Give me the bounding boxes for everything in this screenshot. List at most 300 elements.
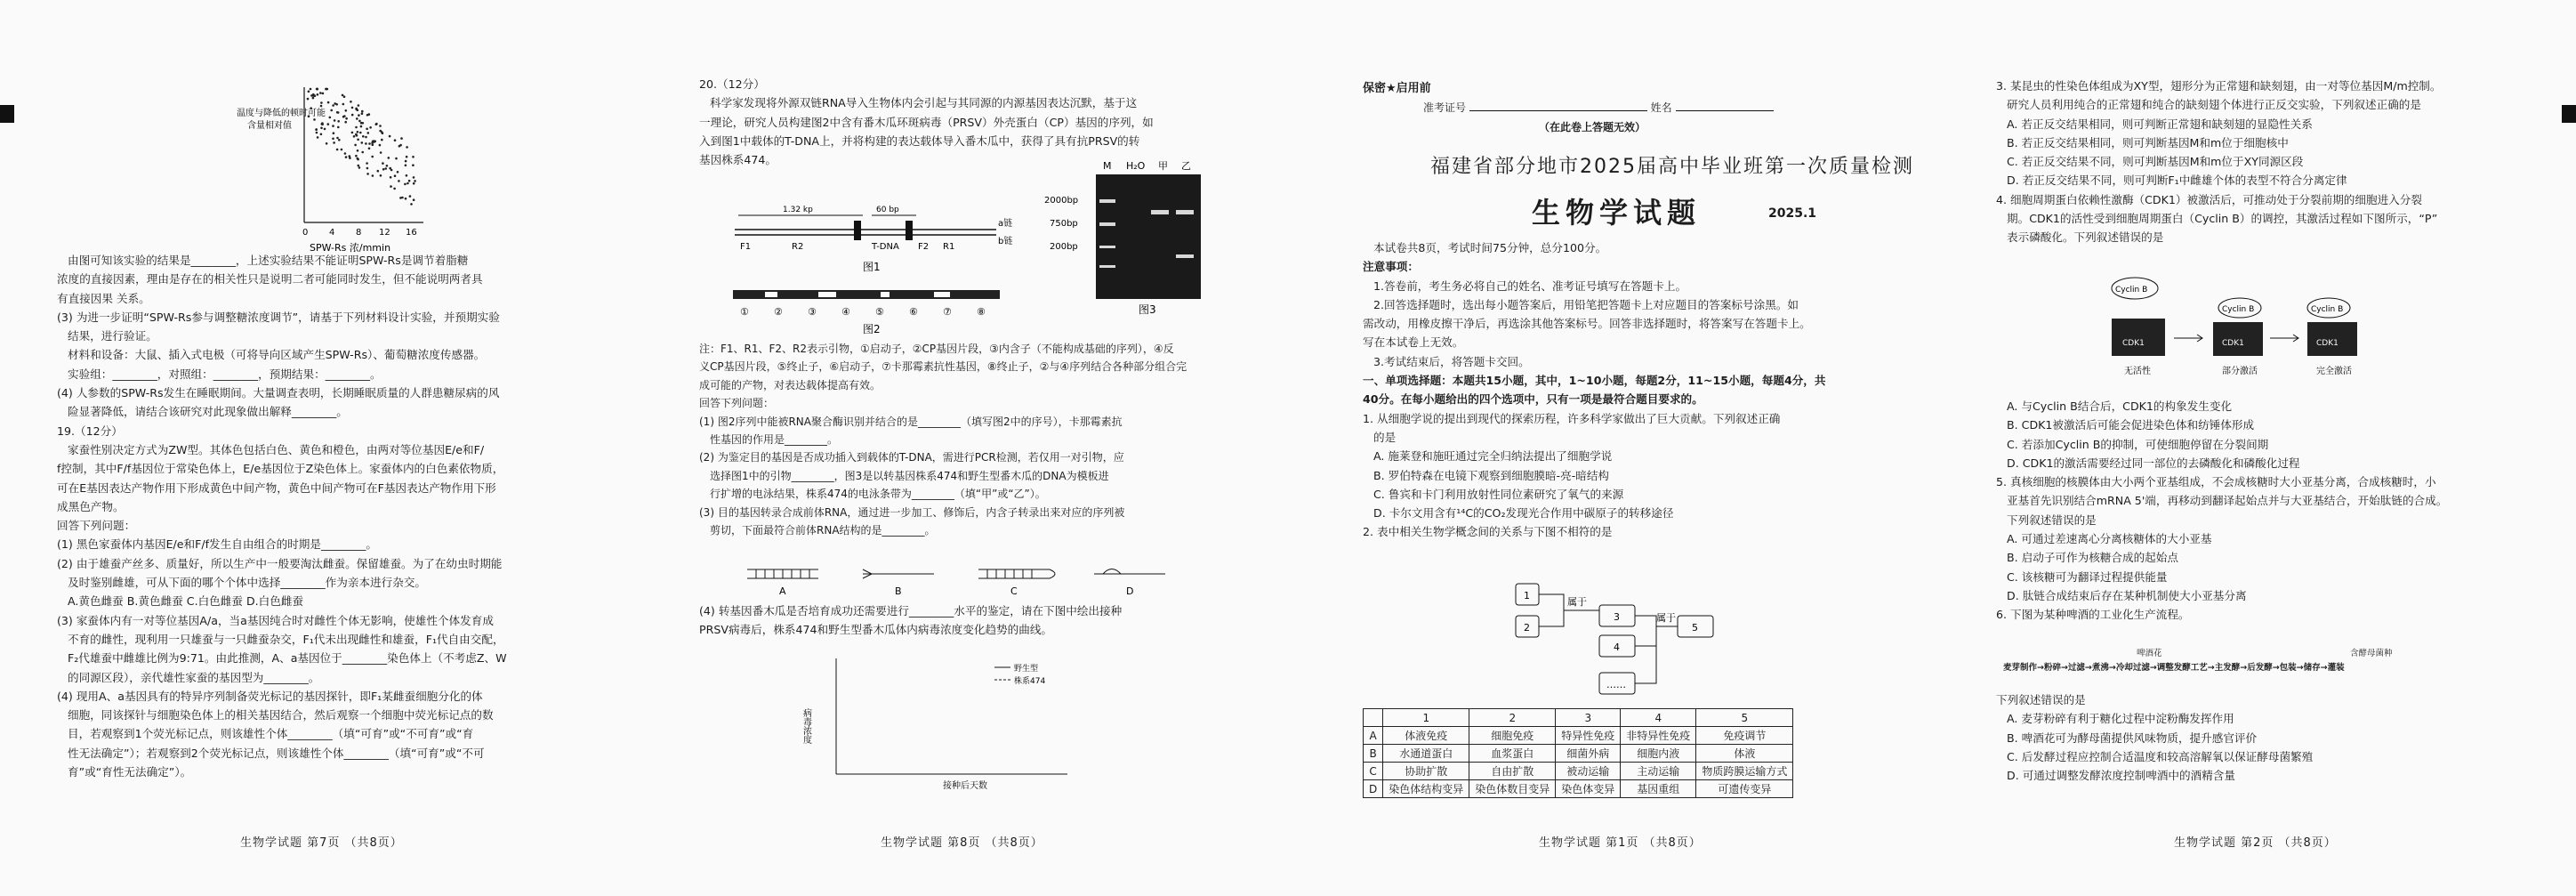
page8-top-text	[699, 75, 1233, 169]
table-cell: 3	[1556, 709, 1621, 727]
scatter-point	[412, 164, 415, 166]
table-row	[1364, 745, 1793, 763]
cdk1-label: CDK1	[2222, 339, 2244, 348]
scatter-point	[351, 132, 354, 134]
table-cell	[1364, 709, 1383, 727]
text-line: (1) 黑色家蚕体内基因E/e和F/f发生自由组合的时期是________。	[57, 537, 377, 552]
scatter-point	[404, 183, 407, 186]
beer-flow	[2003, 646, 2537, 673]
gel-image	[1041, 157, 1219, 317]
box-label: 3	[1614, 611, 1620, 623]
page8-q4	[699, 601, 1251, 640]
fig3-label: 图3	[1139, 303, 1156, 316]
scatter-point	[345, 117, 348, 120]
option-line: D. 卡尔文用含有¹⁴C的CO₂发现光合作用中碳原子的转移途径	[1373, 506, 1674, 521]
page2-q6	[1996, 690, 2548, 785]
scatter-point	[377, 170, 380, 173]
scatter-point	[379, 144, 382, 147]
scatter-point	[312, 93, 315, 96]
option-line: B. CDK1被激活后可能会促进染色体和纺锤体形成	[2007, 418, 2255, 432]
scatter-point	[320, 105, 323, 108]
scatter-point	[337, 111, 340, 114]
page2-q3	[1996, 77, 2548, 247]
fig1-label: 图1	[863, 261, 881, 273]
subject-title: 生物学试题	[1532, 196, 1702, 230]
table-cell: 细菌外病	[1556, 745, 1621, 763]
scatter-point	[333, 141, 335, 144]
rna-options	[738, 559, 1201, 598]
stage-label: 完全激活	[2316, 367, 2352, 376]
page1-text	[1363, 238, 1914, 542]
table-cell: 5	[1696, 709, 1793, 727]
scatter-point	[366, 162, 368, 165]
scatter-point	[312, 97, 315, 100]
page7-footer: 生物学试题 第7页 （共8页）	[240, 836, 403, 850]
box-label: 4	[1614, 642, 1620, 653]
scatter-point	[327, 123, 330, 125]
table-cell: 物质跨膜运输方式	[1696, 763, 1793, 780]
scatter-point	[382, 162, 384, 165]
segment-number: ①	[740, 306, 749, 318]
scatter-point	[360, 122, 363, 125]
option-line: D. CDK1的激活需要经过同一部位的去磷酸化和磷酸化过程	[2007, 456, 2300, 470]
scatter-point	[324, 128, 326, 131]
scatter-point	[355, 108, 358, 110]
scatter-point	[357, 139, 359, 141]
text-line: (4) 人参数的SPW-Rs发生在睡眠期间。大量调查表明，长期睡眠质量的人群患糖尿病的风	[57, 386, 500, 400]
option-line: A. 麦芽粉碎有利于糖化过程中淀粉酶发挥作用	[2007, 712, 2234, 726]
rna-label: D	[1126, 585, 1134, 597]
text-line: 育”或“育性无法确定”）。	[68, 765, 192, 779]
option-line: C. 该核糖可为翻译过程提供能量	[2007, 569, 2168, 584]
scatter-point	[407, 182, 409, 185]
scatter-point	[336, 137, 339, 140]
scatter-point	[342, 94, 344, 97]
a-chain: a链	[998, 219, 1013, 229]
table-cell: 可遗传变异	[1696, 780, 1793, 798]
scatter-point	[317, 93, 319, 96]
scatter-point	[358, 104, 360, 107]
text-line: 回答下列问题：	[699, 397, 775, 410]
scatter-point	[355, 155, 358, 157]
question-line: 下列叙述错误的是	[1996, 693, 2086, 706]
scatter-point	[344, 121, 347, 124]
question-line: 6. 下图为某种啤酒的工业化生产流程。	[1996, 608, 2190, 622]
scatter-point	[366, 167, 369, 170]
scatter-point	[316, 132, 318, 134]
table-row	[1364, 763, 1793, 780]
table-row	[1364, 727, 1793, 745]
scatter-point	[310, 88, 312, 91]
scatter-point	[410, 203, 413, 206]
scatter-figure	[229, 80, 434, 258]
question-line: 3. 某昆虫的性染色体组成为XY型，翅形分为正常翅和缺刻翅，由一对等位基因M/m控制。	[1996, 79, 2442, 93]
note-line: 义CP基因片段，⑤终止子，⑥启动子，⑦卡那霉素抗性基因，⑧终止子，②与④序列结合各种部分组合完	[699, 360, 1187, 374]
text-line: 结果，进行验证。	[68, 329, 157, 343]
flow-chain: 麦芽制作→粉碎→过滤→煮沸→冷却过滤→调整发酵工艺→主发酵→后发酵→包装→储存→灌装	[2003, 663, 2345, 673]
question-line: 5. 真核细胞的核膜体由大小两个亚基组成，不会成核糖时大小亚基分离，合成核糖时，小	[1996, 475, 2436, 489]
flow-top-label: 啤酒花	[2137, 649, 2162, 658]
scatter-point	[351, 114, 354, 117]
scatter-point	[389, 167, 391, 170]
text-line: f控制，其中F/f基因位于常染色体上，E/e基因位于Z染色体上。家蚕体内的白色素依物质，	[57, 462, 504, 476]
scatter-xlabel: SPW-Rs 浓/mmin	[310, 242, 391, 254]
rule-line: 1.答卷前，考生务必将自己的姓名、准考证号填写在答题卡上。	[1373, 278, 1687, 293]
scatter-point	[357, 149, 359, 152]
scatter-point	[395, 157, 398, 160]
option-line: D. 若正反交结果不同，则可判断F₁中雌雄个体的表型不符合分离定律	[2007, 174, 2347, 188]
scatter-point	[413, 182, 415, 185]
scatter-point	[330, 109, 333, 112]
table-cell: 细胞免疫	[1469, 727, 1556, 745]
scatter-point	[397, 171, 399, 174]
scatter-point	[317, 88, 319, 91]
scatter-point	[381, 139, 383, 141]
xtick: 8	[356, 228, 362, 238]
xtick: 12	[379, 228, 390, 238]
box-label: ……	[1606, 679, 1626, 690]
scatter-point	[358, 120, 361, 123]
scatter-point	[355, 133, 358, 136]
scatter-point	[354, 144, 357, 147]
page2-q4-q6	[1996, 397, 2548, 625]
scatter-point	[375, 123, 378, 125]
scatter-point	[409, 195, 412, 198]
right-sheet	[1288, 0, 2576, 896]
question-number: 20.（12分）	[699, 77, 765, 91]
text-line: (3) 为进一步证明“SPW-Rs参与调整糖浓度调节”，请基于下列材料设计实验，并预期实验	[57, 310, 500, 324]
lane-label: 乙	[1181, 160, 1191, 172]
concept-boxes	[1510, 573, 1742, 699]
segment-number: ⑤	[875, 306, 884, 318]
scatter-point	[393, 188, 396, 190]
legend-item: 野生型	[1014, 665, 1039, 674]
scatter-point	[353, 135, 356, 138]
option-line: B. 啤酒花可为酵母菌提供风味物质，提升感官评价	[2007, 731, 2258, 745]
scatter-point	[367, 132, 370, 134]
scatter-point	[406, 174, 408, 177]
text-line: 行扩增的电泳结果，株系474的电泳条带为________（填“甲”或“乙”）。	[710, 488, 1046, 501]
scatter-point	[337, 120, 340, 123]
segment-number: ⑥	[909, 306, 918, 318]
scatter-point	[327, 101, 330, 104]
text-line: 有直接因果 关系。	[57, 291, 150, 305]
text-line: 目，若观察到1个荧光标记点，则该雄性个体________（填“可育”或“不可育”或“育	[68, 727, 474, 741]
graph-ylabel: 病毒浓度	[801, 708, 811, 744]
text-line: 细胞，同该探针与细胞染色体上的相关基因结合，然后观察一个细胞中荧光标记点的数	[68, 708, 494, 722]
scatter-point	[332, 125, 334, 127]
table-cell: 染色体结构变异	[1383, 780, 1469, 798]
text-line: 成黑色产物。	[57, 499, 125, 513]
text-line: 选择图1中的引物________，图3是以转基因株系474和野生型番木瓜的DNA为模板进	[710, 469, 1109, 482]
exam-title: 福建省部分地市2025届高中毕业班第一次质量检测	[1430, 156, 1914, 178]
text-line: 性基因的作用是________。	[710, 433, 839, 447]
text-line: 剪切，下面最符合前体RNA结构的是________。	[710, 524, 936, 537]
segment-number: ④	[841, 306, 850, 318]
question-line: 表示磷酸化。下列叙述错误的是	[2007, 230, 2164, 245]
text-line: (3) 目的基因转录合成前体RNA，通过进一步加工、修饰后，内含子转录出来对应的序列被	[699, 505, 1125, 519]
scatter-point	[388, 157, 390, 159]
text-line: F₂代雄蚕中雌雄比例为9:71。由此推测，A、a基因位于________染色体上（不考虑Z、W	[68, 651, 507, 666]
primer-r2: R2	[792, 242, 804, 252]
table-cell: 被动运输	[1556, 763, 1621, 780]
attention: 注意事项：	[1363, 260, 1419, 274]
text-line: 家蚕性别决定方式为ZW型。其体色包括白色、黄色和橙色，由两对等位基因E/e和F/	[68, 442, 485, 456]
text-line: 入到图1中载体的T-DNA上，并将构建的表达载体导入番木瓜中，获得了具有抗PRSV的转	[699, 133, 1140, 148]
scatter-point	[320, 127, 323, 130]
stage-label: 部分激活	[2222, 367, 2258, 376]
exam-info	[1423, 100, 1774, 115]
cdk1-label: CDK1	[2316, 339, 2339, 348]
figure-1	[729, 194, 1014, 274]
text-line: (3) 家蚕体内有一对等位基因A/a，当a基因纯合时对雌性个体无影响，使雄性个体发育成	[57, 613, 494, 627]
scatter-point	[390, 185, 392, 188]
cdk1-activation	[2089, 270, 2391, 390]
marker-label: 2000bp	[1044, 196, 1079, 206]
segment-number: ⑧	[977, 306, 986, 318]
figure-3	[1041, 157, 1219, 317]
scatter-point	[368, 148, 371, 150]
segment-number: ③	[808, 306, 817, 318]
table-cell: 染色体数目变异	[1469, 780, 1556, 798]
scatter-point	[343, 115, 346, 117]
intro: 本试卷共8页，考试时间75分钟，总分100分。	[1373, 241, 1607, 254]
text-line: 一理论，研究人员构建图2中含有番木瓜环斑病毒（PRSV）外壳蛋白（CP）基因的序列，如	[699, 115, 1154, 129]
table-cell: 染色体变异	[1556, 780, 1621, 798]
text-line: 由图可知该实验的结果是________，上述实验结果不能证明SPW-Rs是调节着脂糖	[68, 254, 469, 267]
scatter-point	[355, 126, 358, 129]
scatter-point	[326, 142, 328, 145]
construct-diagram	[729, 283, 1014, 336]
text-line: (4) 现用A、a基因具有的特异序列制备荧光标记的基因探针，即F₁某雌蚕细胞分化的体	[57, 689, 483, 703]
figure-2	[729, 283, 1014, 336]
text-line: 险显著降低，请结合该研究对此现象做出解释________。	[68, 405, 348, 419]
scatter-point	[337, 126, 340, 129]
scatter-point	[361, 141, 364, 144]
table-cell: 基因重组	[1621, 780, 1696, 798]
relation-label: 属于	[1656, 612, 1676, 624]
scatter-point	[368, 142, 371, 145]
table-cell: 1	[1383, 709, 1469, 727]
scatter-point	[362, 135, 365, 138]
scatter-point	[360, 125, 363, 128]
scatter-point	[408, 180, 411, 182]
scatter-point	[413, 198, 415, 201]
table-cell: 细胞内液	[1621, 745, 1696, 763]
option-line: D. 可通过调整发酵浓度控制啤酒中的酒精含量	[2007, 769, 2235, 783]
table-cell: 非特异性免疫	[1621, 727, 1696, 745]
marker-label: 750bp	[1050, 219, 1078, 229]
scatter-point	[372, 174, 374, 177]
text-line: (2) 由于雄蚕产丝多、质量好，所以生产中一般要淘汰雌蚕。保留雄蚕。为了在幼虫时期能	[57, 556, 503, 570]
option-line: C. 鲁宾和卡门利用放射性同位素研究了氧气的来源	[1373, 487, 1624, 501]
rna-structures	[738, 559, 1201, 598]
text-line: 材料和设备：大鼠、插入式电极（可将导向区域产生SPW-Rs）、葡萄糖浓度传感器。	[68, 348, 486, 362]
scatter-point	[320, 101, 323, 104]
scatter-point	[366, 128, 368, 131]
concept-diagram	[1510, 573, 1742, 699]
scatter-point	[413, 176, 415, 179]
scatter-point	[317, 136, 319, 139]
page2-footer: 生物学试题 第2页 （共8页）	[2174, 836, 2337, 850]
text-line: 基因株系474。	[699, 153, 777, 167]
scatter-plot	[229, 80, 434, 258]
cyclin-label: Cyclin B	[2115, 286, 2148, 295]
scatter-point	[365, 142, 367, 145]
notice: （在此卷上答题无效）	[1539, 121, 1646, 133]
scatter-point	[334, 119, 336, 122]
scatter-point	[399, 197, 402, 199]
primer-f1: F1	[740, 242, 752, 252]
table-cell: 主动运输	[1621, 763, 1696, 780]
table-cell: 2	[1469, 709, 1556, 727]
option-line: C. 若正反交结果不同，则可判断基因M和m位于XY同源区段	[2007, 155, 2304, 169]
graph-xlabel: 接种后天数	[943, 781, 987, 791]
scatter-point	[357, 157, 359, 160]
text-line: 浓度的直接因素，理由是存在的相关性只是说明二者可能同时发生，但不能说明两者具	[57, 272, 483, 287]
text-line: (2) 为鉴定目的基因是否成功插入到载体的T-DNA，需进行PCR检测，若仅用一对引物，应	[699, 451, 1124, 464]
rule-line: 需改动，用橡皮擦干净后，再选涂其他答案标号。回答非选择题时，将答案写在答题卡上。	[1363, 317, 1811, 331]
text-line: 回答下列问题：	[57, 519, 136, 533]
table-cell: 水通道蛋白	[1383, 745, 1469, 763]
table-cell: A	[1364, 727, 1383, 745]
question-line: 的是	[1373, 430, 1397, 444]
fig2-label: 图2	[863, 323, 881, 335]
page1-footer: 生物学试题 第1页 （共8页）	[1539, 836, 1702, 850]
scatter-point	[405, 165, 407, 167]
table-cell: 4	[1621, 709, 1696, 727]
table-cell: C	[1364, 763, 1383, 780]
scatter-point	[332, 138, 334, 141]
note-line: 成可能的产物，对表达载体提高有效。	[699, 378, 881, 391]
table-cell: B	[1364, 745, 1383, 763]
scatter-point	[398, 145, 401, 148]
rna-label: B	[895, 585, 902, 597]
scatter-point	[398, 180, 400, 182]
scatter-point	[358, 114, 360, 117]
cdk1-figure	[2089, 270, 2391, 390]
scatter-point	[336, 149, 339, 151]
rule-line: 写在本试卷上无效。	[1363, 335, 1464, 350]
scatter-point	[405, 160, 407, 163]
option-line: C. 后发酵过程应控制合适温度和较高溶解氧以保证酵母菌繁殖	[2007, 749, 2314, 763]
scatter-point	[366, 114, 369, 117]
option-line: A. 若正反交结果相同，则可判断正常翅和缺刻翅的显隐性关系	[2007, 117, 2313, 131]
lane-label: 甲	[1158, 160, 1168, 172]
note-line: 注：F1、R1、F2、R2表示引物，①启动子，②CP基因片段，③内含子（不能构成基础的序列），④反	[699, 343, 1174, 355]
scatter-point	[349, 155, 351, 157]
binding-mark	[0, 105, 14, 123]
lane-label: H₂O	[1126, 160, 1146, 172]
concept-table	[1363, 708, 1793, 798]
flow-top-label: 含酵母菌种	[2350, 649, 2393, 658]
scatter-point	[307, 98, 310, 101]
option-line: B. 罗伯特森在电镜下观察到细胞膜暗-亮-暗结构	[1373, 468, 1610, 482]
binding-mark	[2562, 105, 2576, 123]
scatter-point	[319, 92, 322, 94]
marker-label: 200bp	[1050, 242, 1078, 252]
scatter-point	[369, 126, 372, 129]
section-heading: 一、单项选择题：本题共15小题，其中，1~10小题，每题2分，11~15小题，每题4分，共	[1363, 374, 1826, 388]
scatter-point	[374, 141, 376, 143]
scatter-ylabel-1: 温度与降低的顿时可能	[237, 109, 326, 118]
text-line: (1) 图2序列中能被RNA聚合酶识别并结合的是________（填写图2中的序号），卡那霉素抗	[699, 415, 1123, 428]
scatter-point	[380, 174, 382, 177]
scatter-point	[366, 173, 369, 175]
scatter-point	[414, 180, 416, 182]
question-line: 1. 从细胞学说的提出到现代的探索历程，许多科学家做出了巨大贡献。下列叙述正确	[1363, 411, 1781, 425]
table-cell: 自由扩散	[1469, 763, 1556, 780]
scatter-point	[389, 135, 391, 138]
question-line: 2. 表中相关生物学概念间的关系与下图不相符的是	[1363, 525, 1613, 539]
relation-label: 属于	[1567, 596, 1587, 608]
scatter-point	[341, 149, 343, 151]
cdk1-label: CDK1	[2122, 339, 2145, 348]
scatter-point	[343, 95, 346, 98]
scatter-point	[372, 143, 374, 146]
scatter-point	[338, 139, 341, 141]
table-cell: 血浆蛋白	[1469, 745, 1556, 763]
scatter-point	[351, 107, 354, 109]
text-line: 的同源区段），亲代雄性家蚕的基因型为________。	[68, 670, 320, 684]
table-row	[1364, 780, 1793, 798]
scatter-point	[345, 109, 348, 112]
scatter-point	[320, 133, 323, 136]
scatter-point	[379, 125, 382, 127]
segment-number: ⑦	[943, 306, 952, 318]
option-line: A. 施莱登和施旺通过完全归纳法提出了细胞学说	[1373, 449, 1613, 464]
scatter-point	[400, 137, 403, 140]
vector-diagram	[729, 194, 1014, 274]
rna-label: A	[779, 585, 786, 597]
table-cell: 特异性免疫	[1556, 727, 1621, 745]
answer-axes	[801, 650, 1085, 792]
scatter-point	[371, 156, 374, 158]
rna-label: C	[1010, 585, 1018, 597]
table-cell: 免疫调节	[1696, 727, 1793, 745]
page7-text	[57, 251, 600, 781]
secret-mark: 保密★启用前	[1363, 82, 1431, 95]
scatter-point	[358, 166, 361, 169]
cyclin-label: Cyclin B	[2222, 305, 2255, 314]
scatter-point	[357, 131, 359, 133]
table-cell: 体液	[1696, 745, 1793, 763]
exam-no-label: 准考证号	[1423, 101, 1467, 114]
scatter-point	[345, 156, 348, 158]
table-cell: 协助扩散	[1383, 763, 1469, 780]
scatter-point	[342, 103, 345, 106]
scatter-point	[380, 151, 382, 154]
scatter-point	[365, 136, 367, 139]
section-heading: 40分。在每小题给出的四个选项中，只有一项是最符合题目要求的。	[1363, 392, 1703, 407]
option-line: C. 若添加Cyclin B的抑制，可使细胞停留在分裂间期	[2007, 437, 2269, 451]
primer-f2: F2	[918, 242, 930, 252]
answer-graph	[801, 650, 1085, 792]
name-label: 姓名	[1650, 101, 1672, 114]
text-line: 可在E基因表达产物作用下形成黄色中间产物，黄色中间产物可在F基因表达产物作用下形	[57, 480, 496, 495]
scatter-ylabel-2: 含量相对值	[247, 121, 292, 131]
option-line: B. 若正反交结果相同，则可判断基因M和m位于细胞核中	[2007, 135, 2289, 149]
scatter-point	[315, 128, 318, 131]
scatter-point	[332, 104, 334, 107]
page8-footer: 生物学试题 第8页 （共8页）	[881, 836, 1043, 850]
text-line: 及时鉴别雌雄，可从下面的哪个个体中选择________作为亲本进行杂交。	[68, 576, 426, 590]
scatter-point	[358, 165, 360, 167]
text-line: PRSV病毒后，株系474和野生型番木瓜体内病毒浓度变化趋势的曲线。	[699, 623, 1053, 637]
scatter-point	[313, 118, 316, 121]
exam-date: 2025.1	[1768, 206, 1817, 221]
lane-label: M	[1103, 160, 1112, 172]
